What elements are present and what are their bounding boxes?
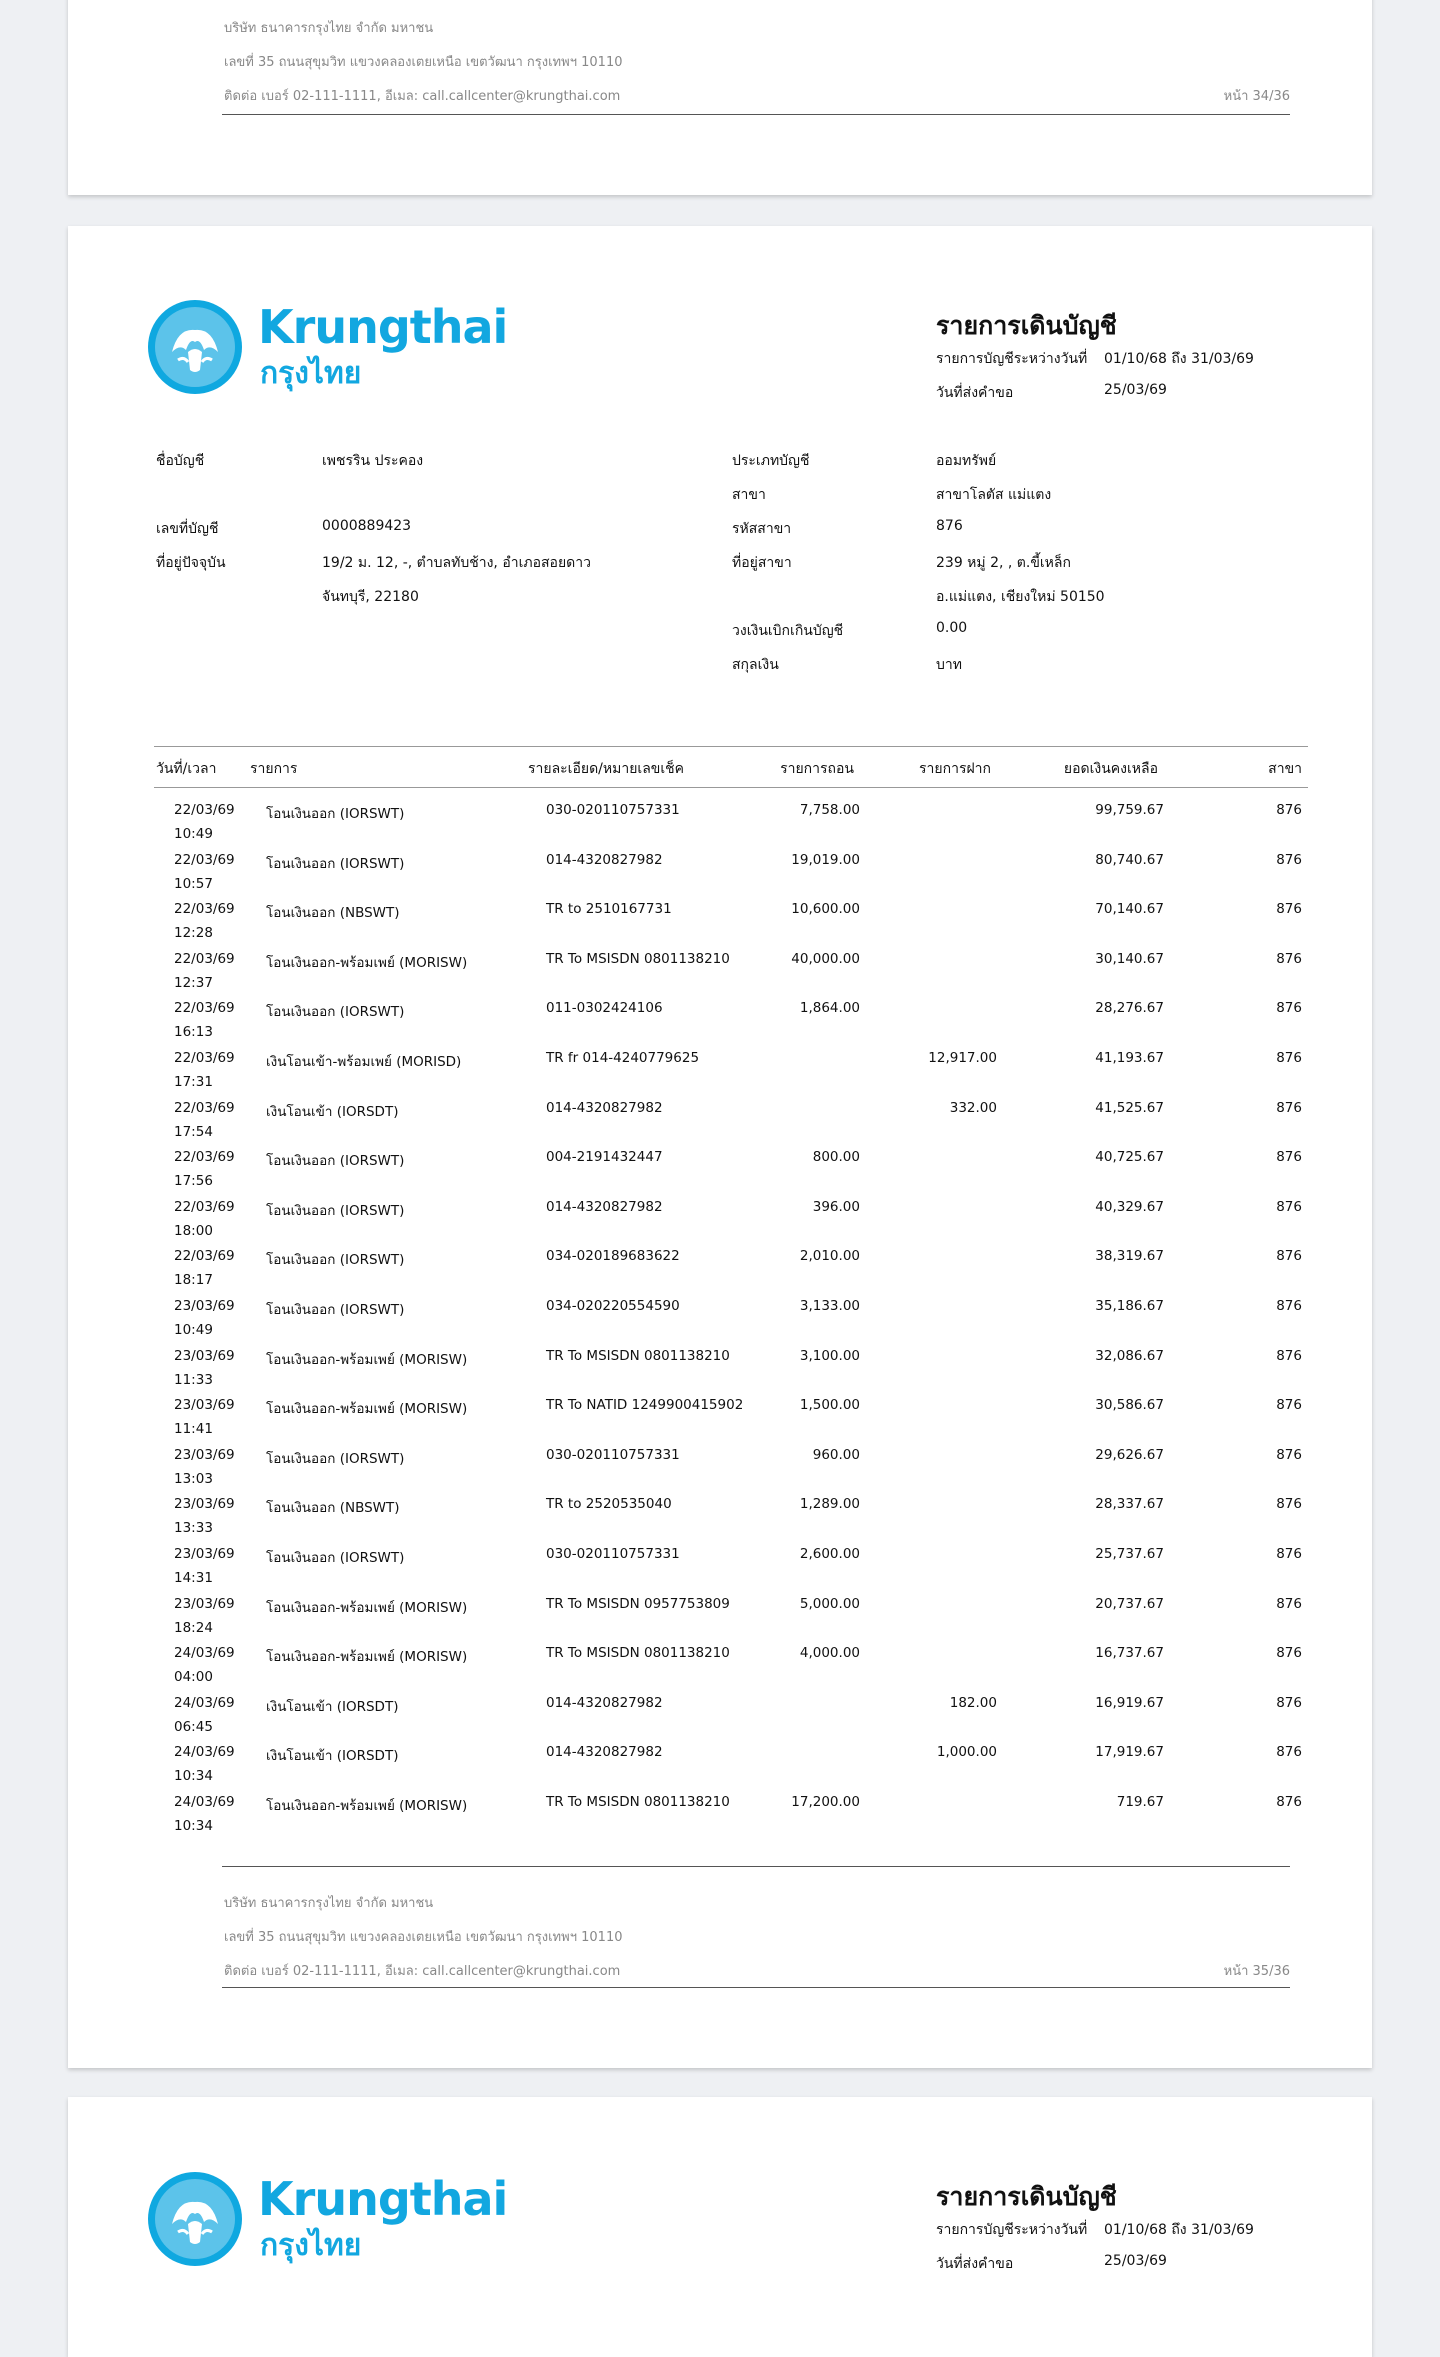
row-date: 22/03/69 <box>174 950 235 967</box>
row-balance: 16,737.67 <box>1095 1645 1164 1662</box>
row-balance: 35,186.67 <box>1095 1298 1164 1314</box>
row-time: 06:45 <box>174 1718 213 1735</box>
row-time: 10:49 <box>174 826 213 842</box>
header-date: วันที่/เวลา <box>156 761 217 777</box>
row-description: โอนเงินออก (IORSWT) <box>266 855 405 872</box>
request-date-label: วันที่ส่งคำขอ <box>936 2256 1014 2272</box>
branch-address-label: ที่อยู่สาขา <box>732 555 792 571</box>
row-deposit: 1,000.00 <box>936 1744 997 1761</box>
row-description: โอนเงินออก (IORSWT) <box>266 1550 405 1566</box>
row-branch: 876 <box>1276 1496 1302 1513</box>
company-address: เลขที่ 35 ถนนสุขุมวิท แขวงคลองเตยเหนือ เขตวัฒนา กรุงเทพฯ 10110 <box>224 1930 623 1945</box>
row-balance: 28,337.67 <box>1095 1496 1164 1513</box>
table-row <box>154 1728 1308 1785</box>
account-name-value: เพชรริน ประคอง <box>322 453 424 469</box>
row-withdraw: 10,600.00 <box>791 901 860 918</box>
account-number-label: เลขที่บัญชี <box>156 521 219 537</box>
header-branch: สาขา <box>1268 761 1302 777</box>
row-description: โอนเงินออก (IORSWT) <box>266 806 405 822</box>
branch-code-value: 876 <box>936 518 963 534</box>
row-withdraw: 17,200.00 <box>791 1794 860 1810</box>
row-description: โอนเงินออก (IORSWT) <box>266 1202 405 1219</box>
row-description: โอนเงินออก-พร้อมเพย์ (MORISW) <box>266 1401 468 1418</box>
footer-rule <box>222 114 1290 115</box>
table-row <box>154 935 1308 991</box>
row-time: 18:17 <box>174 1272 213 1289</box>
row-branch: 876 <box>1276 1347 1302 1364</box>
row-description: โอนเงินออก (IORSWT) <box>266 1153 405 1170</box>
row-detail: 014-4320827982 <box>546 1744 663 1761</box>
row-time: 17:56 <box>174 1173 213 1190</box>
overdraft-value: 0.00 <box>936 620 968 636</box>
row-withdraw: 19,019.00 <box>791 851 860 868</box>
row-date: 22/03/69 <box>174 1099 235 1116</box>
row-balance: 17,919.67 <box>1095 1744 1164 1761</box>
branch-address-line2: อ.แม่แตง, เชียงใหม่ 50150 <box>936 589 1105 605</box>
row-detail: 011-0302424106 <box>546 1000 663 1017</box>
company-name: บริษัท ธนาคารกรุงไทย จำกัด มหาชน <box>224 1896 434 1911</box>
period-label: รายการบัญชีระหว่างวันที่ <box>936 2222 1088 2238</box>
period-label: รายการบัญชีระหว่างวันที่ <box>936 351 1088 367</box>
row-description: โอนเงินออก-พร้อมเพย์ (MORISW) <box>266 1798 468 1814</box>
row-balance: 99,759.67 <box>1095 802 1164 818</box>
row-time: 10:34 <box>174 1818 213 1834</box>
transactions-table-header <box>154 746 1308 788</box>
header-withdraw: รายการถอน <box>780 761 854 777</box>
row-branch: 876 <box>1276 1794 1302 1810</box>
currency-value: บาท <box>936 657 962 673</box>
row-balance: 41,193.67 <box>1095 1050 1164 1066</box>
table-row <box>154 1282 1308 1338</box>
bird-emblem-icon <box>148 300 242 394</box>
page-number: หน้า 34/36 <box>1223 89 1290 104</box>
row-description: โอนเงินออก (IORSWT) <box>266 1302 405 1318</box>
row-balance: 20,737.67 <box>1095 1595 1164 1612</box>
table-row <box>154 1183 1308 1239</box>
row-balance: 30,140.67 <box>1095 950 1164 967</box>
table-row <box>154 836 1308 892</box>
row-detail: 014-4320827982 <box>546 1694 663 1711</box>
header-balance: ยอดเงินคงเหลือ <box>1063 761 1158 777</box>
row-date: 24/03/69 <box>174 1645 235 1662</box>
row-date: 23/03/69 <box>174 1446 235 1463</box>
branch-label: สาขา <box>732 487 766 503</box>
row-description: เงินโอนเข้า (IORSDT) <box>266 1748 399 1765</box>
bird-emblem-icon <box>148 2172 242 2266</box>
address-label: ที่อยู่ปัจจุบัน <box>156 555 226 571</box>
row-date: 23/03/69 <box>174 1595 235 1612</box>
statement-title: รายการเดินบัญชี <box>936 2182 1117 2211</box>
row-date: 23/03/69 <box>174 1397 235 1414</box>
row-branch: 876 <box>1276 851 1302 868</box>
request-date-value: 25/03/69 <box>1104 382 1167 398</box>
row-time: 10:57 <box>174 875 213 892</box>
row-balance: 29,626.67 <box>1095 1446 1164 1463</box>
row-time: 10:49 <box>174 1322 213 1338</box>
row-detail: 030-020110757331 <box>546 1446 680 1463</box>
table-row <box>154 1629 1308 1686</box>
row-date: 22/03/69 <box>174 851 235 868</box>
row-date: 24/03/69 <box>174 1744 235 1761</box>
branch-address-line1: 239 หมู่ 2, , ต.ขี้เหล็ก <box>936 555 1071 571</box>
company-contact: ติดต่อ เบอร์ 02-111-1111, อีเมล: call.callcenter@krungthai.com <box>224 89 621 104</box>
row-detail: TR To MSISDN 0801138210 <box>546 1347 730 1364</box>
row-time: 10:34 <box>174 1768 213 1785</box>
row-branch: 876 <box>1276 1298 1302 1314</box>
row-time: 13:33 <box>174 1520 213 1537</box>
overdraft-label: วงเงินเบิกเกินบัญชี <box>732 623 844 639</box>
row-branch: 876 <box>1276 1198 1302 1215</box>
row-branch: 876 <box>1276 1099 1302 1116</box>
row-detail: 004-2191432447 <box>546 1149 663 1166</box>
branch-value: สาขาโลตัส แม่แตง <box>936 487 1052 503</box>
statement-page-36 <box>68 2097 1372 2357</box>
row-branch: 876 <box>1276 1248 1302 1265</box>
row-withdraw: 3,133.00 <box>799 1298 860 1314</box>
row-description: โอนเงินออก (NBSWT) <box>266 905 400 922</box>
row-balance: 70,140.67 <box>1095 901 1164 918</box>
row-detail: 030-020110757331 <box>546 1546 680 1562</box>
row-detail: TR To MSISDN 0801138210 <box>546 1645 730 1662</box>
row-description: โอนเงินออก-พร้อมเพย์ (MORISW) <box>266 954 468 971</box>
address-line2: จันทบุรี, 22180 <box>322 589 419 605</box>
row-detail: TR to 2520535040 <box>546 1496 672 1513</box>
row-date: 23/03/69 <box>174 1496 235 1513</box>
row-date: 22/03/69 <box>174 1198 235 1215</box>
row-branch: 876 <box>1276 802 1302 818</box>
row-description: โอนเงินออก (IORSWT) <box>266 1252 405 1269</box>
table-row <box>154 1381 1308 1438</box>
row-description: โอนเงินออก (IORSWT) <box>266 1004 405 1021</box>
row-date: 22/03/69 <box>174 1149 235 1166</box>
account-type-label: ประเภทบัญชี <box>732 453 810 469</box>
table-row <box>154 1530 1308 1586</box>
row-withdraw: 800.00 <box>812 1149 860 1166</box>
header-detail: รายละเอียด/หมายเลขเช็ค <box>528 761 684 777</box>
table-row <box>154 1480 1308 1537</box>
row-date: 22/03/69 <box>174 901 235 918</box>
address-line1: 19/2 ม. 12, -, ตำบลทับช้าง, อำเภอสอยดาว <box>322 555 591 571</box>
page-number: หน้า 35/36 <box>1223 1964 1290 1979</box>
row-withdraw: 3,100.00 <box>799 1347 860 1364</box>
table-row <box>154 1232 1308 1289</box>
table-row <box>154 1084 1308 1140</box>
row-date: 23/03/69 <box>174 1298 235 1314</box>
row-date: 22/03/69 <box>174 1248 235 1265</box>
row-time: 17:54 <box>174 1123 213 1140</box>
row-balance: 80,740.67 <box>1095 851 1164 868</box>
row-branch: 876 <box>1276 1149 1302 1166</box>
row-balance: 30,586.67 <box>1095 1397 1164 1414</box>
currency-label: สกุลเงิน <box>732 657 779 673</box>
table-row <box>154 1332 1308 1388</box>
row-branch: 876 <box>1276 1694 1302 1711</box>
row-detail: 034-020189683622 <box>546 1248 680 1265</box>
row-branch: 876 <box>1276 1595 1302 1612</box>
row-withdraw: 40,000.00 <box>791 950 860 967</box>
row-description: โอนเงินออก-พร้อมเพย์ (MORISW) <box>266 1599 468 1616</box>
row-detail: TR fr 014-4240779625 <box>546 1050 700 1066</box>
row-balance: 16,919.67 <box>1095 1694 1164 1711</box>
row-time: 11:41 <box>174 1421 213 1438</box>
row-time: 18:00 <box>174 1222 213 1239</box>
row-date: 24/03/69 <box>174 1794 235 1810</box>
row-balance: 41,525.67 <box>1095 1099 1164 1116</box>
row-withdraw: 2,600.00 <box>799 1546 860 1562</box>
row-balance: 719.67 <box>1116 1794 1164 1810</box>
row-withdraw: 5,000.00 <box>799 1595 860 1612</box>
row-detail: 014-4320827982 <box>546 1099 663 1116</box>
statement-page-35 <box>68 226 1372 2068</box>
row-branch: 876 <box>1276 1446 1302 1463</box>
period-value: 01/10/68 ถึง 31/03/69 <box>1104 351 1254 367</box>
statement-page-34 <box>68 0 1372 195</box>
row-date: 24/03/69 <box>174 1694 235 1711</box>
branch-code-label: รหัสสาขา <box>732 521 792 537</box>
row-detail: 014-4320827982 <box>546 1198 663 1215</box>
account-name-label: ชื่อบัญชี <box>156 453 205 469</box>
row-date: 23/03/69 <box>174 1347 235 1364</box>
row-detail: 014-4320827982 <box>546 851 663 868</box>
row-deposit: 182.00 <box>949 1694 997 1711</box>
row-withdraw: 396.00 <box>812 1198 860 1215</box>
row-withdraw: 1,500.00 <box>799 1397 860 1414</box>
logo-text-en: Krungthai <box>258 2172 508 2226</box>
row-time: 14:31 <box>174 1570 213 1586</box>
row-balance: 32,086.67 <box>1095 1347 1164 1364</box>
row-detail: TR To NATID 1249900415902 <box>546 1397 744 1414</box>
header-deposit: รายการฝาก <box>919 761 991 777</box>
row-deposit: 12,917.00 <box>928 1050 997 1066</box>
period-value: 01/10/68 ถึง 31/03/69 <box>1104 2222 1254 2238</box>
account-type-value: ออมทรัพย์ <box>936 453 997 469</box>
footer-top-rule <box>222 1866 1290 1867</box>
footer-rule <box>222 1987 1290 1988</box>
row-withdraw: 960.00 <box>812 1446 860 1463</box>
statement-title: รายการเดินบัญชี <box>936 311 1117 340</box>
row-detail: TR to 2510167731 <box>546 901 672 918</box>
logo-text-en: Krungthai <box>258 300 508 354</box>
row-description: โอนเงินออก (IORSWT) <box>266 1450 405 1467</box>
krungthai-logo <box>148 2172 508 2272</box>
row-withdraw: 1,289.00 <box>799 1496 860 1513</box>
row-withdraw: 2,010.00 <box>799 1248 860 1265</box>
table-row <box>154 984 1308 1041</box>
company-contact: ติดต่อ เบอร์ 02-111-1111, อีเมล: call.callcenter@krungthai.com <box>224 1964 621 1979</box>
logo-text-th: กรุงไทย <box>260 356 362 391</box>
row-date: 23/03/69 <box>174 1546 235 1562</box>
row-time: 04:00 <box>174 1669 213 1686</box>
row-date: 22/03/69 <box>174 1000 235 1017</box>
row-time: 16:13 <box>174 1024 213 1041</box>
row-detail: TR To MSISDN 0801138210 <box>546 1794 730 1810</box>
row-description: โอนเงินออก (NBSWT) <box>266 1500 400 1517</box>
row-branch: 876 <box>1276 950 1302 967</box>
row-time: 11:33 <box>174 1371 213 1388</box>
row-branch: 876 <box>1276 1000 1302 1017</box>
row-description: เงินโอนเข้า (IORSDT) <box>266 1103 399 1120</box>
row-description: เงินโอนเข้า-พร้อมเพย์ (MORISD) <box>266 1054 462 1070</box>
row-branch: 876 <box>1276 1397 1302 1414</box>
row-description: โอนเงินออก-พร้อมเพย์ (MORISW) <box>266 1351 468 1368</box>
row-branch: 876 <box>1276 901 1302 918</box>
row-withdraw: 4,000.00 <box>799 1645 860 1662</box>
request-date-label: วันที่ส่งคำขอ <box>936 385 1014 401</box>
table-row <box>154 1679 1308 1735</box>
row-date: 22/03/69 <box>174 1050 235 1066</box>
row-time: 12:28 <box>174 925 213 942</box>
row-withdraw: 1,864.00 <box>799 1000 860 1017</box>
account-number-value: 0000889423 <box>322 518 412 534</box>
row-branch: 876 <box>1276 1744 1302 1761</box>
row-deposit: 332.00 <box>949 1099 997 1116</box>
row-branch: 876 <box>1276 1645 1302 1662</box>
row-withdraw: 7,758.00 <box>799 802 860 818</box>
table-row <box>154 786 1308 842</box>
company-name: บริษัท ธนาคารกรุงไทย จำกัด มหาชน <box>224 21 434 36</box>
table-row <box>154 1431 1308 1487</box>
row-branch: 876 <box>1276 1050 1302 1066</box>
logo-text-th: กรุงไทย <box>260 2228 362 2263</box>
row-description: โอนเงินออก-พร้อมเพย์ (MORISW) <box>266 1649 468 1666</box>
row-detail: TR To MSISDN 0957753809 <box>546 1595 730 1612</box>
row-branch: 876 <box>1276 1546 1302 1562</box>
row-time: 12:37 <box>174 974 213 991</box>
row-time: 13:03 <box>174 1470 213 1487</box>
header-description: รายการ <box>250 761 298 777</box>
row-balance: 28,276.67 <box>1095 1000 1164 1017</box>
row-balance: 40,725.67 <box>1095 1149 1164 1166</box>
row-balance: 38,319.67 <box>1095 1248 1164 1265</box>
row-description: เงินโอนเข้า (IORSDT) <box>266 1698 399 1715</box>
row-date: 22/03/69 <box>174 802 235 818</box>
row-detail: TR To MSISDN 0801138210 <box>546 950 730 967</box>
table-row <box>154 1778 1308 1834</box>
request-date-value: 25/03/69 <box>1104 2253 1167 2269</box>
row-balance: 40,329.67 <box>1095 1198 1164 1215</box>
table-row <box>154 885 1308 942</box>
row-time: 17:31 <box>174 1074 213 1090</box>
company-address: เลขที่ 35 ถนนสุขุมวิท แขวงคลองเตยเหนือ เขตวัฒนา กรุงเทพฯ 10110 <box>224 55 623 70</box>
table-row <box>154 1580 1308 1636</box>
row-balance: 25,737.67 <box>1095 1546 1164 1562</box>
krungthai-logo <box>148 300 508 400</box>
table-row <box>154 1133 1308 1190</box>
row-detail: 030-020110757331 <box>546 802 680 818</box>
row-time: 18:24 <box>174 1619 213 1636</box>
row-detail: 034-020220554590 <box>546 1298 680 1314</box>
table-row <box>154 1034 1308 1090</box>
